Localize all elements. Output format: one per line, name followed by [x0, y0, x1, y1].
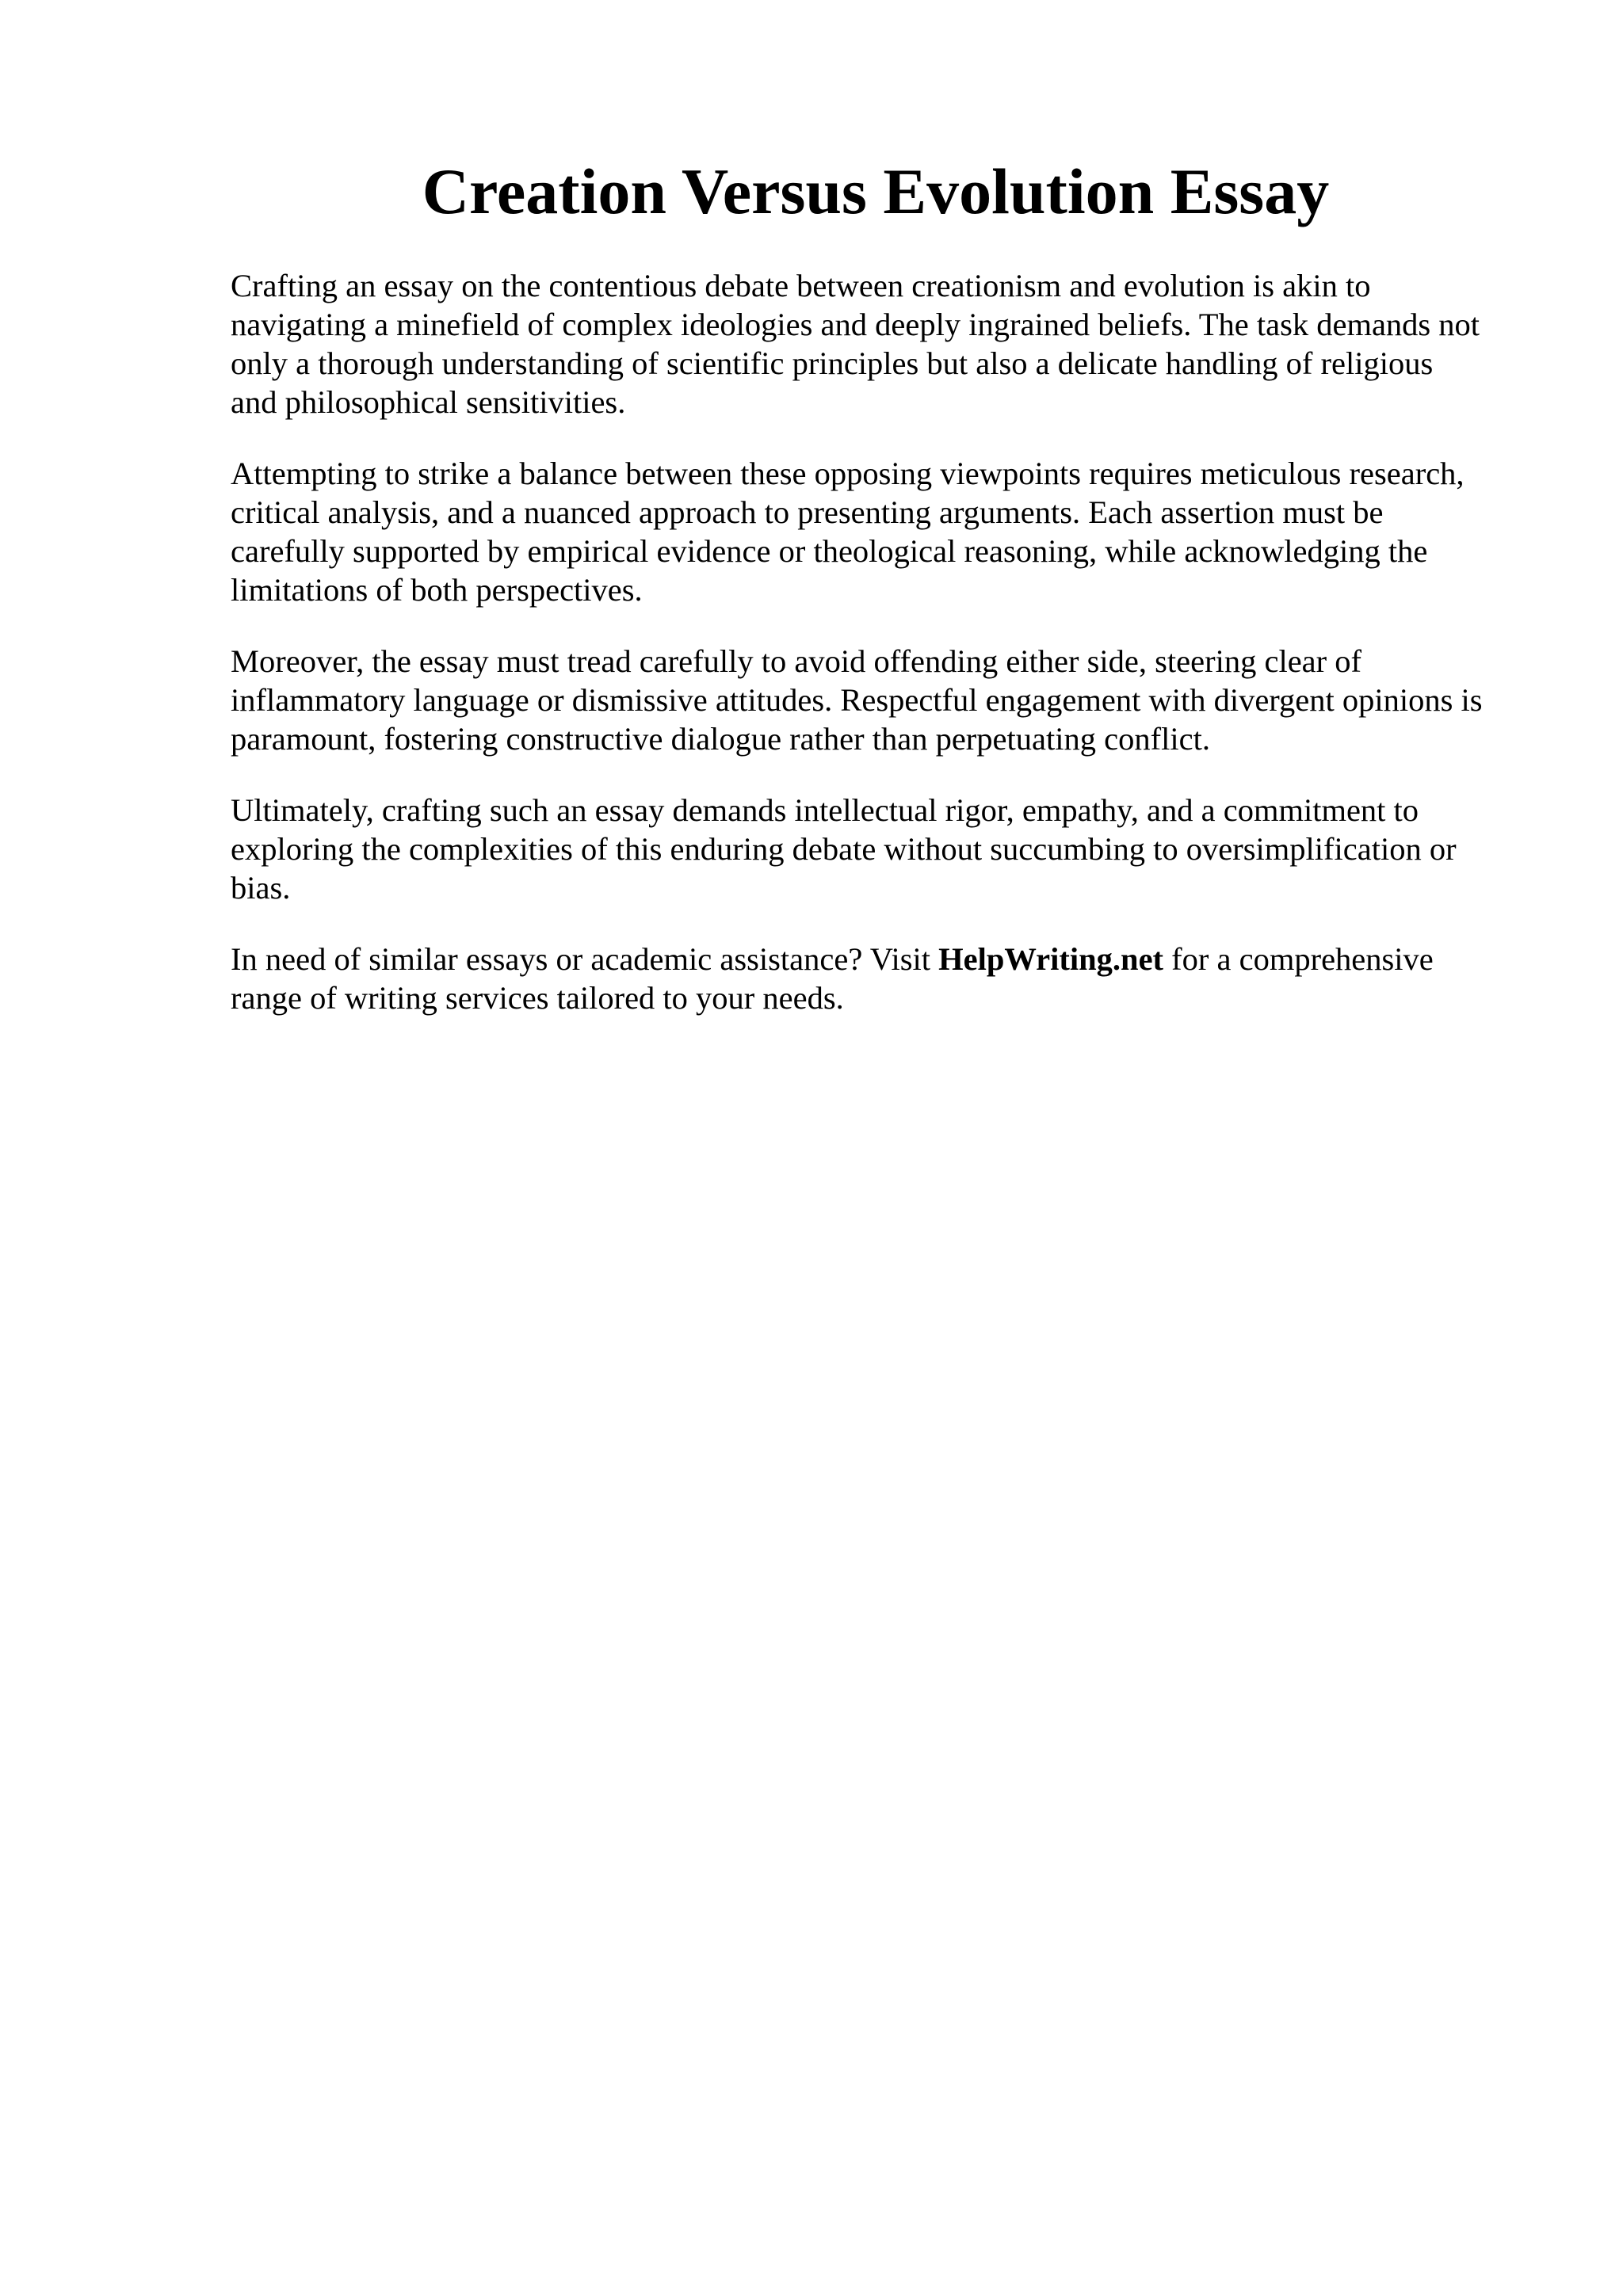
paragraph-line: Attempting to strike a balance between these opposing viewpoints requires meticulous research,	[231, 456, 1465, 491]
paragraph-4	[231, 791, 1514, 907]
closing-text-before: In need of similar essays or academic assistance? Visit	[231, 941, 939, 977]
closing-line-2: range of writing services tailored to your needs.	[231, 980, 844, 1016]
closing-text-after: for a comprehensive	[1163, 941, 1434, 977]
paragraph-line: only a thorough understanding of scientific principles but also a delicate handling of religious	[231, 345, 1434, 381]
paragraph-line: inflammatory language or dismissive attitudes. Respectful engagement with divergent opinions is	[231, 682, 1483, 718]
document-body	[231, 266, 1514, 1050]
paragraph-line: bias.	[231, 870, 291, 906]
paragraph-2	[231, 454, 1514, 609]
paragraph-line: limitations of both perspectives.	[231, 572, 643, 608]
paragraph-line: critical analysis, and a nuanced approach to presenting arguments. Each assertion must be	[231, 494, 1384, 530]
paragraph-line: Moreover, the essay must tread carefully to avoid offending either side, steering clear of	[231, 643, 1361, 679]
paragraph-line: and philosophical sensitivities.	[231, 384, 626, 420]
paragraph-line: exploring the complexities of this enduring debate without succumbing to oversimplification or	[231, 831, 1457, 867]
document-title: Creation Versus Evolution Essay	[422, 155, 1330, 227]
paragraph-1	[231, 266, 1514, 421]
paragraph-line: Ultimately, crafting such an essay demands intellectual rigor, empathy, and a commitment to	[231, 792, 1419, 828]
paragraph-line: navigating a minefield of complex ideologies and deeply ingrained beliefs. The task demands not	[231, 307, 1480, 342]
paragraph-3	[231, 642, 1514, 758]
paragraph-line: paramount, fostering constructive dialogue rather than perpetuating conflict.	[231, 721, 1210, 757]
closing-paragraph	[231, 940, 1514, 1017]
closing-line-1	[231, 940, 1514, 978]
helpwriting-link[interactable]: HelpWriting.net	[938, 941, 1164, 977]
paragraph-line: Crafting an essay on the contentious debate between creationism and evolution is akin to	[231, 268, 1371, 303]
paragraph-line: carefully supported by empirical evidence or theological reasoning, while acknowledging the	[231, 533, 1428, 569]
